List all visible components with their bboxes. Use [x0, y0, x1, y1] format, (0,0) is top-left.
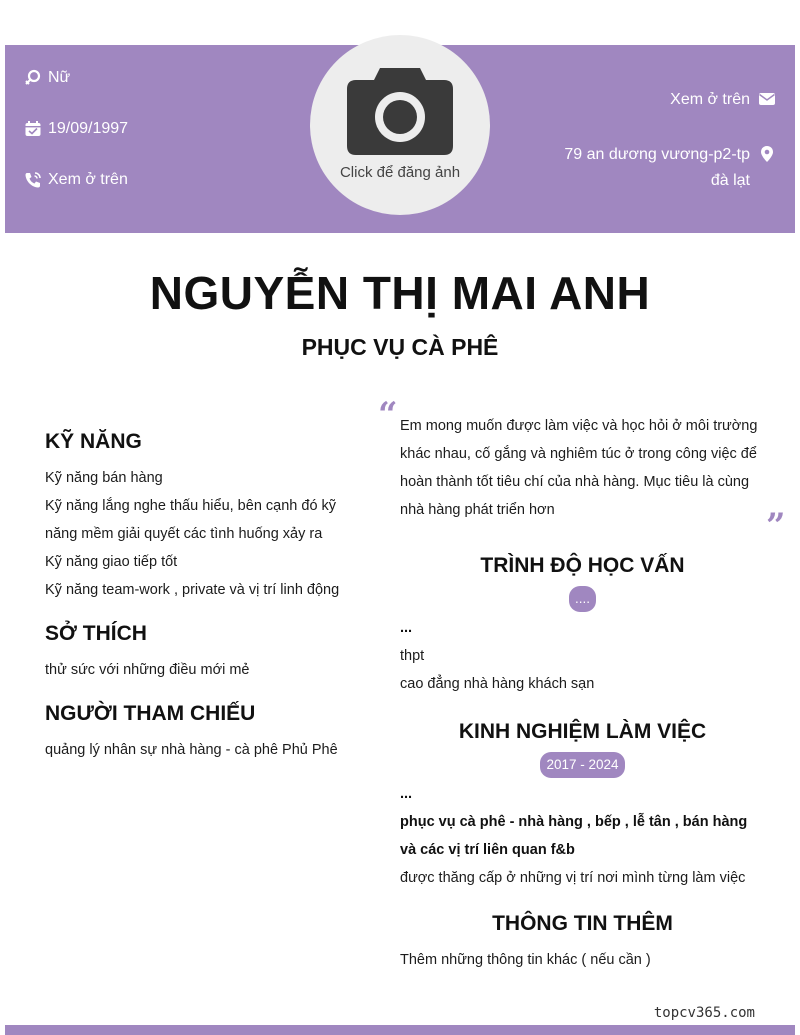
avatar-upload[interactable] [310, 35, 490, 215]
education-line: thpt [400, 648, 425, 664]
education-line: cao đẳng nhà hàng khách sạn [400, 676, 595, 692]
references-title: NGƯỜI THAM CHIẾU [45, 702, 256, 725]
contact-left [24, 67, 128, 220]
experience-position: phục vụ cà phê - nhà hàng , bếp , lễ tân , bán hàng và các vị trí liên quan f&b [400, 814, 748, 858]
gender-icon [24, 69, 42, 87]
avatar-label: Click để đăng ảnh [339, 163, 461, 181]
job-title: PHỤC VỤ CÀ PHÊ [301, 334, 499, 360]
skill-item: Kỹ năng bán hàng [45, 470, 163, 486]
gender-value: Nữ [48, 69, 71, 86]
education-title: TRÌNH ĐỘ HỌC VẤN [480, 554, 685, 577]
candidate-name: NGUYỄN THỊ MAI ANH [149, 267, 651, 319]
quote-open-icon: “ [378, 395, 398, 435]
references-section [45, 702, 360, 764]
location-pin-icon [758, 145, 776, 163]
experience-company: ... [400, 786, 413, 802]
phone-value: Xem ở trên [48, 171, 128, 188]
watermark: topcv365.com [653, 1005, 755, 1021]
envelope-icon [758, 90, 776, 108]
experience-section [400, 720, 765, 892]
address-row [550, 142, 776, 194]
hobby-item: thử sức với những điều mới mẻ [45, 662, 250, 678]
education-section [400, 554, 765, 698]
experience-description: được thăng cấp ở những vị trí nơi mình từng làm việc [400, 870, 746, 886]
additional-title: THÔNG TIN THÊM [492, 912, 673, 935]
left-column [45, 430, 360, 782]
right-column [400, 412, 765, 974]
footer-band [5, 1025, 795, 1035]
birthday-row [24, 118, 128, 140]
phone-icon [24, 171, 42, 189]
calendar-icon [24, 120, 42, 138]
email-value: Xem ở trên [670, 91, 750, 108]
email-row [550, 87, 776, 113]
education-period-badge: .... [569, 586, 596, 612]
skill-item: Kỹ năng giao tiếp tốt [45, 554, 178, 570]
address-value: 79 an dương vương-p2-tp đà lạt [564, 146, 750, 189]
gender-row [24, 67, 128, 89]
birthday-value: 19/09/1997 [48, 120, 129, 137]
camera-icon [346, 62, 454, 158]
skill-item: Kỹ năng team-work , private và vị trí linh động [45, 582, 340, 598]
career-objective: Em mong muốn được làm việc và học hỏi ở môi trường khác nhau, cố gắng và nghiêm túc ở trong công việc để hoàn thành tốt tiêu chí của nhà hàng. Mục tiêu là cùng nhà hàng phát triển hơn [400, 418, 758, 518]
experience-period-badge: 2017 - 2024 [540, 752, 624, 778]
education-school: ... [400, 620, 413, 636]
hobbies-section [45, 622, 360, 684]
contact-right [550, 87, 776, 223]
skill-item: Kỹ năng lắng nghe thấu hiểu, bên cạnh đó kỹ năng mềm giải quyết các tình huống xảy ra [45, 498, 337, 542]
additional-section [400, 912, 765, 974]
reference-item: quảng lý nhân sự nhà hàng - cà phê Phủ Phê [45, 742, 338, 758]
additional-text: Thêm những thông tin khác ( nếu cần ) [400, 952, 651, 968]
skills-section [45, 430, 360, 604]
skills-title: KỸ NĂNG [45, 430, 142, 453]
quote-close-icon: ” [766, 506, 786, 546]
experience-title: KINH NGHIỆM LÀM VIỆC [458, 720, 707, 743]
hobbies-title: SỞ THÍCH [45, 622, 147, 645]
phone-row [24, 169, 128, 191]
